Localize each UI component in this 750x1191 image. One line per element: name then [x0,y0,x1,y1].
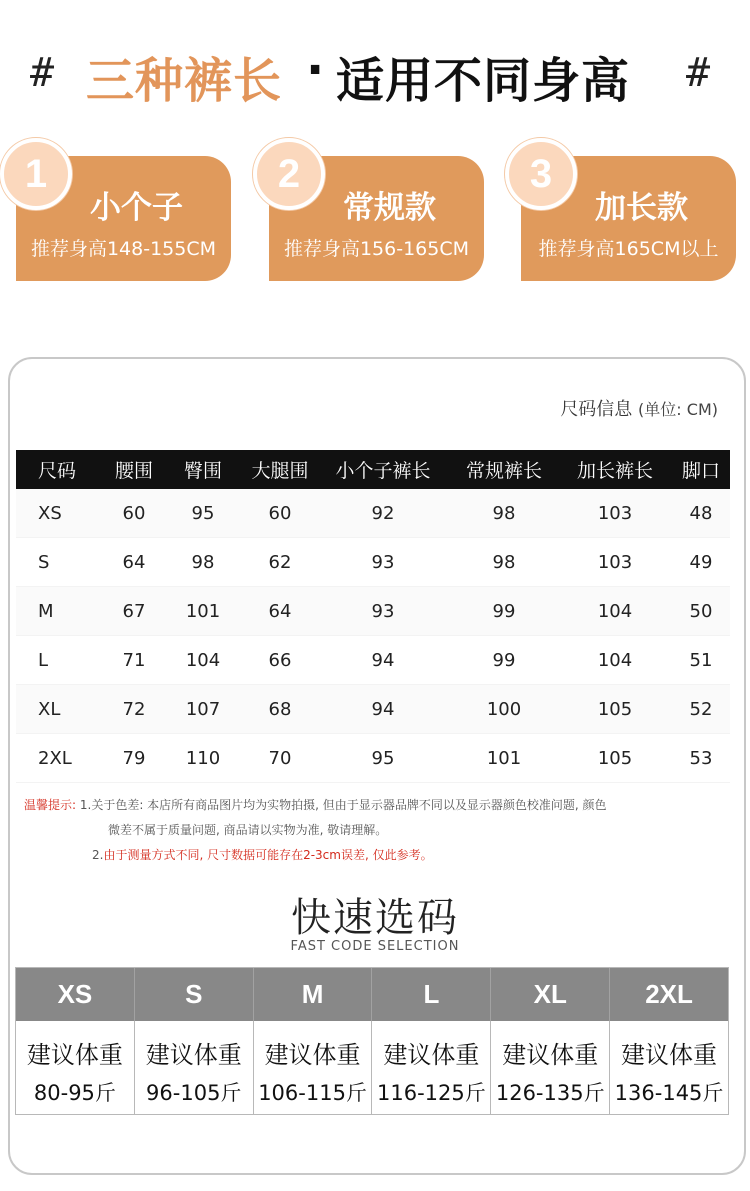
size-table-cell: 70 [268,747,292,769]
header-cell: 小个子裤长 [335,460,431,482]
variant-height: 推荐身高165CM以上 [538,238,719,260]
size-table-cell: 105 [597,747,633,769]
headline [0,34,750,109]
quick-select-header [16,968,728,1021]
size-table-row [16,685,730,734]
size-table-cell: 98 [492,502,516,524]
size-table-cell: 60 [122,502,146,524]
size-table-cell: 103 [597,551,633,573]
hash-symbol-right: # [686,50,711,96]
quick-select-body [16,1021,728,1114]
size-table-cell: L [38,649,49,671]
variant-card-long [521,151,736,281]
size-table [16,450,730,783]
variant-card-petite [16,151,231,281]
header-cell: 大腿围 [251,460,309,482]
header-cell: 加长裤长 [576,460,653,482]
variant-height: 推荐身高148-155CM [30,238,217,260]
size-table-cell: XL [38,698,61,720]
header-cell: 常规裤长 [465,460,542,482]
size-table-cell: 72 [122,698,146,720]
quick-select-title: 快速选码 [291,895,459,941]
size-table-cell: 110 [185,747,221,769]
quick-size-s: S [135,968,254,1021]
variant-height: 推荐身高156-165CM [283,238,470,260]
quick-size-l: L [372,968,491,1021]
size-table-cell: 99 [492,649,516,671]
variant-number-badge: 1 [0,138,72,210]
size-table-cell: 95 [191,502,215,524]
size-table-row [16,734,730,783]
size-table-cell: 98 [492,551,516,573]
quick-select-subtitle: FAST CODE SELECTION [290,939,460,954]
header-cell: 脚口 [681,460,720,482]
size-table-cell: 104 [597,649,633,671]
size-table-cell: 94 [371,698,395,720]
headline-orange-text: 三种裤长 [86,53,283,109]
size-table-cell: 95 [371,747,395,769]
quick-size-xs: XS [16,968,135,1021]
quick-size-xl: XL [491,968,610,1021]
size-table-cell: M [38,600,54,622]
variant-number-badge: 3 [505,138,577,210]
headline-dot: · [306,42,325,98]
size-table-cell: 101 [486,747,522,769]
size-table-header [16,450,730,489]
unit-label: (单位: CM) [638,400,718,419]
notes-lead: 温馨提示: [24,798,77,812]
size-table-cell: 67 [122,600,146,622]
size-table-cell: 92 [371,502,395,524]
variant-name: 小个子 [90,190,183,226]
size-table-cell: 53 [689,747,713,769]
quick-weight-cell: 建议体重 96-105斤 [135,1021,254,1114]
size-table-cell: 51 [689,649,713,671]
header-cell: 腰围 [114,460,153,482]
quick-weight-cell: 建议体重 126-135斤 [491,1021,610,1114]
quick-weight-cell: 建议体重 80-95斤 [16,1021,135,1114]
size-table-cell: 64 [268,600,292,622]
variant-number-badge: 2 [253,138,325,210]
notes-block [24,793,728,862]
size-table-cell: 93 [371,600,395,622]
notes-line-2: 微差不属于质量问题, 商品请以实物为准, 敬请理解。 [108,823,388,837]
variant-name: 常规款 [343,190,436,226]
size-table-cell: 93 [371,551,395,573]
size-table-cell: 60 [268,502,292,524]
size-table-cell: 99 [492,600,516,622]
size-table-row [16,538,730,587]
headline-black-text: 适用不同身高 [336,53,631,109]
size-info-title: 尺码信息 (单位: CM) [560,399,718,420]
hash-symbol-left: # [30,50,55,96]
size-table-row [16,636,730,685]
size-table-cell: 100 [486,698,522,720]
size-table-cell: 98 [191,551,215,573]
size-table-cell: 101 [185,600,221,622]
variant-card-regular [269,151,484,281]
size-table-cell: 107 [185,698,221,720]
size-table-cell: 68 [268,698,292,720]
size-table-cell: S [38,551,50,573]
size-table-cell: 103 [597,502,633,524]
quick-weight-cell: 建议体重 136-145斤 [614,1041,724,1105]
size-table-cell: 48 [689,502,713,524]
size-table-row [16,489,730,538]
size-table-cell: 50 [689,600,713,622]
size-table-cell: 2XL [38,747,72,769]
size-table-cell: 49 [689,551,713,573]
size-table-cell: 104 [185,649,221,671]
size-table-cell: 94 [371,649,395,671]
size-table-cell: 104 [597,600,633,622]
size-table-cell: 64 [122,551,146,573]
header-cell: 尺码 [38,460,77,482]
quick-size-m: M [254,968,373,1021]
notes-line-1: 1.关于色差: 本店所有商品图片均为实物拍摄, 但由于显示器品牌不同以及显示器颜色校准问题, 颜色 [79,798,607,812]
variant-name: 加长款 [595,190,688,226]
size-table-cell: 71 [122,649,146,671]
size-table-cell: 66 [268,649,292,671]
notes-line-3: 2.由于测量方式不同, 尺寸数据可能存在2-3cm误差, 仅此参考。 [92,848,433,862]
quick-weight-cell: 建议体重 106-115斤 [254,1021,373,1114]
size-table-cell: XS [38,502,62,524]
size-table-cell: 52 [689,698,713,720]
size-table-cell: 62 [268,551,292,573]
size-table-row [16,587,730,636]
quick-select-table [15,967,729,1115]
quick-weight-cell: 建议体重 116-125斤 [372,1021,491,1114]
size-table-body [16,489,730,783]
quick-size-2xl: 2XL [645,979,693,1009]
size-table-cell: 105 [597,698,633,720]
header-cell: 臀围 [183,460,222,482]
size-table-cell: 79 [122,747,146,769]
